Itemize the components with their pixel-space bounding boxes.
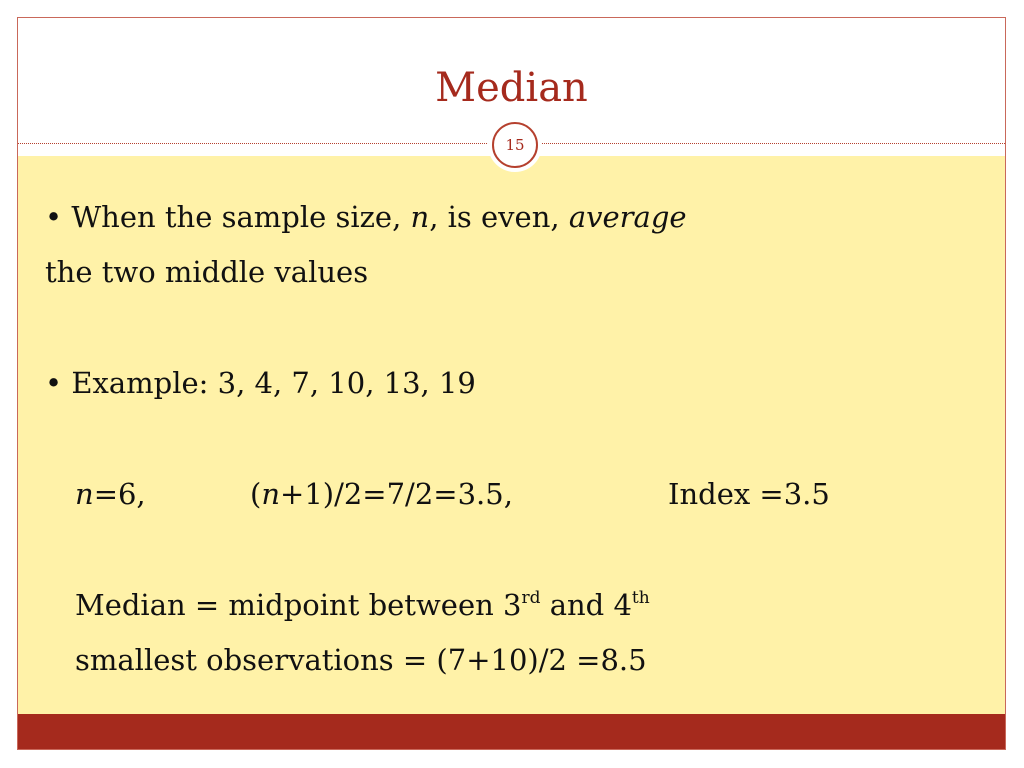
bullet-2-text: Example: 3, 4, 7, 10, 13, 19 bbox=[71, 366, 476, 400]
bullet-1-line-2: the two middle values bbox=[45, 255, 369, 289]
bullet-marker: • bbox=[45, 200, 63, 234]
median-line-2: smallest observations = (7+10)/2 =8.5 bbox=[75, 643, 647, 677]
slide-title: Median bbox=[435, 65, 588, 111]
bullet-marker: • bbox=[45, 366, 63, 400]
index-label: Index =3.5 bbox=[668, 477, 830, 511]
slide bbox=[17, 17, 1006, 750]
content-area bbox=[18, 156, 1005, 732]
n-value-text: =6, bbox=[93, 477, 146, 511]
variable-n: n bbox=[410, 200, 430, 234]
median-line-1 bbox=[75, 590, 650, 622]
bullet-2-line bbox=[45, 368, 476, 400]
n-value bbox=[75, 479, 146, 511]
variable-n: n bbox=[261, 477, 281, 511]
superscript-rd: rd bbox=[521, 588, 541, 608]
variable-n: n bbox=[75, 477, 94, 511]
index-formula bbox=[250, 479, 513, 511]
calculation-row bbox=[75, 479, 875, 519]
bullet-1-text-a: When the sample size, bbox=[71, 200, 402, 234]
superscript-th: th bbox=[631, 588, 650, 608]
index-formula-text: +1)/2=7/2=3.5, bbox=[280, 477, 513, 511]
median-text-b: and 4 bbox=[540, 588, 632, 622]
bullet-1-text-b: , is even, bbox=[429, 200, 560, 234]
page-number-badge: 15 bbox=[492, 122, 538, 168]
paren-open: ( bbox=[250, 477, 262, 511]
emphasis-average: average bbox=[568, 200, 687, 234]
footer-bar bbox=[18, 714, 1005, 749]
bullet-1-line-1 bbox=[45, 202, 687, 234]
median-text-a: Median = midpoint between 3 bbox=[75, 588, 522, 622]
